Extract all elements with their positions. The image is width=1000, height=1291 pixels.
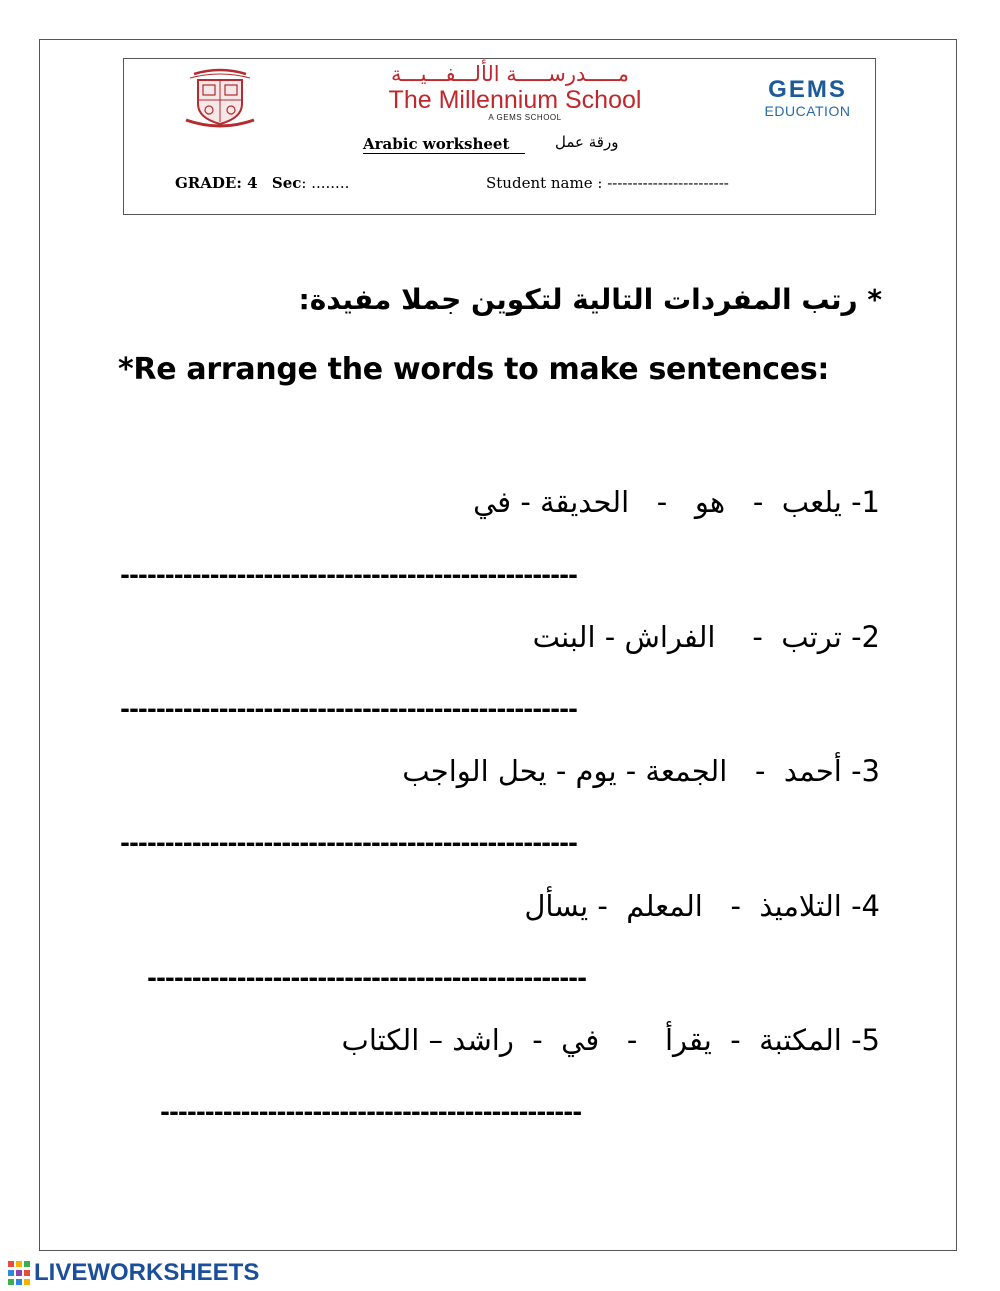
worksheet-title: Arabic worksheet — [363, 135, 510, 153]
student-name-field: Student name : ------------------------ — [486, 174, 729, 192]
instruction-english: *Re arrange the words to make sentences: — [118, 352, 830, 387]
liveworksheets-grid-icon — [8, 1261, 30, 1285]
sec-value: : ........ — [301, 174, 350, 192]
item-1-answer-line[interactable]: --------------------------------------------------- — [120, 561, 578, 589]
worksheet-title-arabic: ورقة عمل — [555, 133, 619, 151]
school-name-arabic: مـــــدرســـــة الألـــفـــيـــة — [390, 62, 630, 86]
liveworksheets-logo — [8, 1259, 259, 1287]
school-subtitle: A GEMS SCHOOL — [488, 113, 562, 122]
gems-logo-sub: EDUCATION — [764, 103, 851, 119]
liveworksheets-brand: LIVEWORKSHEETS — [34, 1259, 260, 1286]
item-3-words: 3- أحمد - الجمعة - يوم - يحل الواجب — [402, 754, 880, 788]
school-crest-logo — [180, 68, 260, 130]
item-5-answer-line[interactable]: ----------------------------------------------- — [160, 1098, 582, 1126]
gems-education-logo — [750, 78, 865, 120]
item-1-words: 1- يلعب - هو - الحديقة - في — [473, 485, 880, 519]
gems-logo-word: GEMS — [768, 76, 847, 103]
item-2-answer-line[interactable]: --------------------------------------------------- — [120, 695, 578, 723]
grade-section-field — [175, 174, 349, 192]
item-4-words: 4- التلاميذ - المعلم - يسأل — [524, 889, 880, 923]
item-3-answer-line[interactable]: --------------------------------------------------- — [120, 829, 578, 857]
item-4-answer-line[interactable]: ------------------------------------------------- — [147, 964, 587, 992]
school-name-english: The Millennium School — [388, 86, 642, 114]
worksheet-title-underline — [363, 153, 525, 154]
item-2-words: 2- ترتب - الفراش - البنت — [532, 620, 880, 654]
instruction-arabic: * رتب المفردات التالية لتكوين جملا مفيدة: — [298, 283, 882, 316]
item-5-words: 5- المكتبة - يقرأ - في - راشد – الكتاب — [341, 1023, 880, 1057]
sec-label: Sec — [271, 174, 302, 192]
grade-label: GRADE: 4 — [175, 174, 258, 192]
